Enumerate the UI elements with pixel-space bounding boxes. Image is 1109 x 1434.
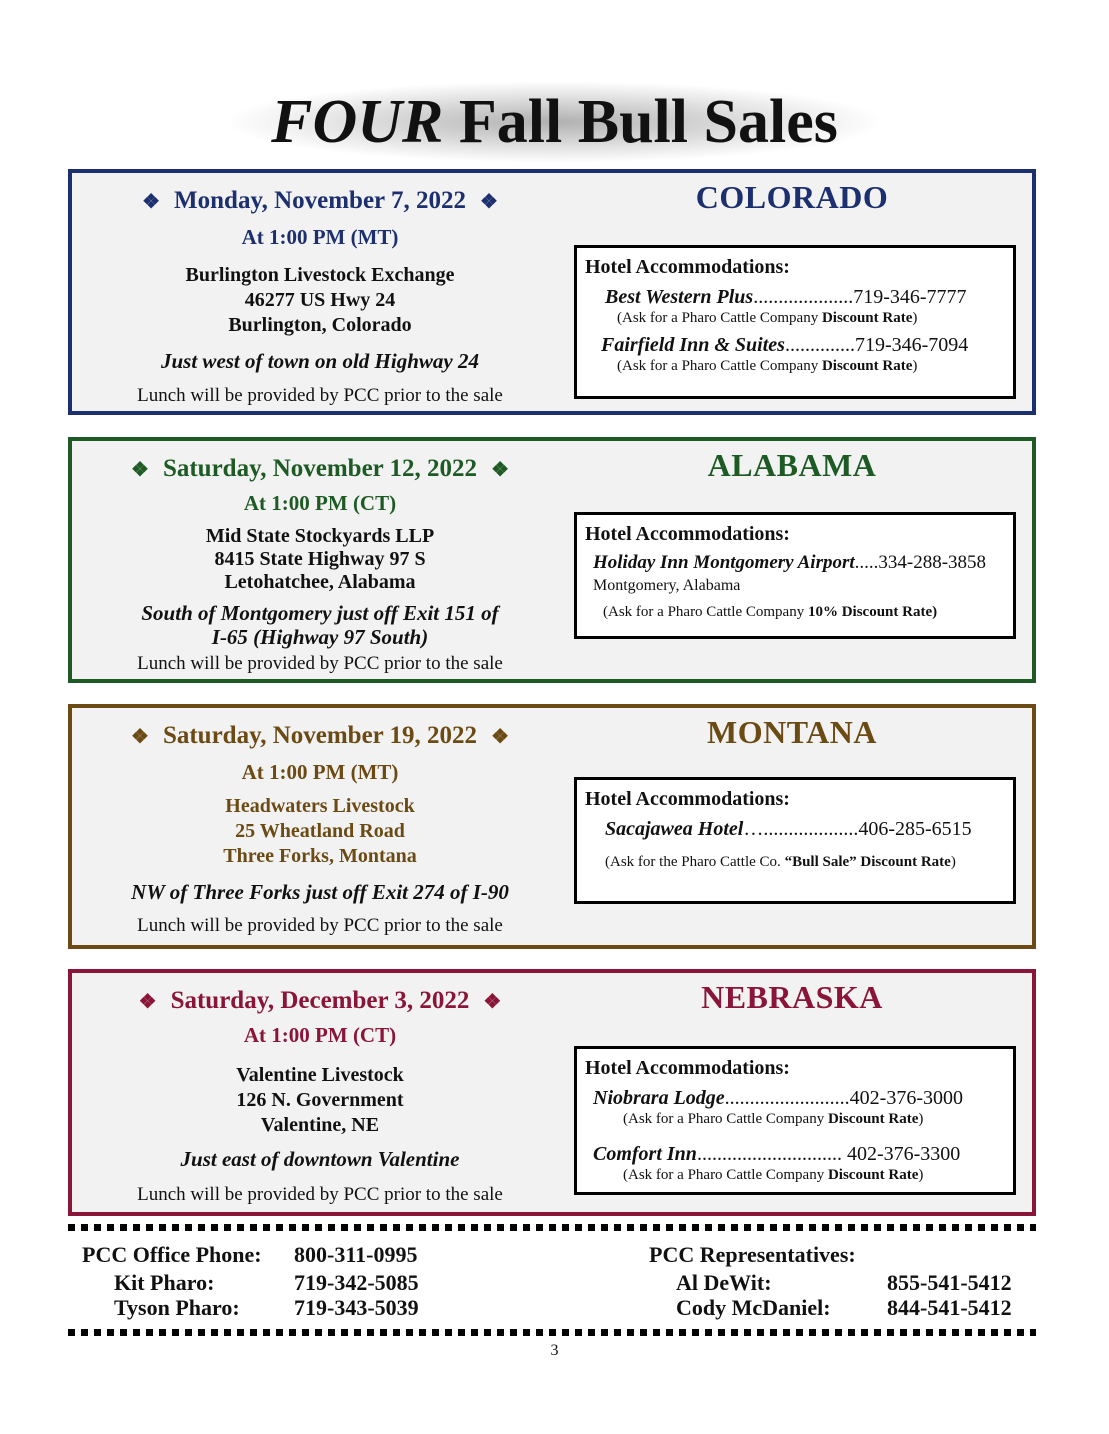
sale-date: ❖ Monday, November 7, 2022 ❖ — [72, 187, 568, 215]
hotel-note: (Ask for a Pharo Cattle Company Discount Rate) — [617, 358, 918, 374]
title-glow — [231, 82, 878, 162]
hotel-box — [574, 1046, 1016, 1195]
dotted-divider-bottom — [68, 1329, 1036, 1336]
sale-directions: NW of Three Forks just off Exit 274 of I-90 — [131, 880, 509, 904]
hotel-city: Montgomery, Alabama — [593, 577, 741, 594]
diamond-icon: ❖ — [142, 191, 161, 213]
diamond-icon: ❖ — [483, 991, 502, 1013]
hotel-box — [574, 777, 1016, 904]
state-heading: NEBRASKA — [701, 979, 883, 1015]
sale-venue: Mid State Stockyards LLP 8415 State Highway 97 S Letohatchee, Alabama — [205, 525, 435, 593]
state-heading: MONTANA — [707, 714, 877, 750]
hotel-line: Comfort Inn............................. 402-376-3300 — [593, 1143, 961, 1165]
hotel-note: (Ask for the Pharo Cattle Co. “Bull Sale” Discount Rate) — [605, 854, 956, 870]
al-dewit-label: Al DeWit: — [676, 1270, 772, 1295]
hotel-note: (Ask for a Pharo Cattle Company Discount Rate) — [623, 1111, 924, 1127]
diamond-icon: ❖ — [138, 991, 157, 1013]
hotel-note: (Ask for a Pharo Cattle Company 10% Discount Rate) — [603, 604, 938, 620]
hotel-box — [574, 512, 1016, 639]
sale-venue: Burlington Livestock Exchange 46277 US Hwy 24 Burlington, Colorado — [185, 264, 455, 336]
tyson-pharo-label: Tyson Pharo: — [114, 1295, 240, 1320]
sale-directions: South of Montgomery just off Exit 151 of I-65 (Highway 97 South) — [141, 601, 499, 649]
sale-time: At 1:00 PM (MT) — [241, 760, 399, 784]
hotel-line: Fairfield Inn & Suites..............719-346-7094 — [601, 334, 969, 356]
sale-date: ❖ Saturday, December 3, 2022 ❖ — [72, 987, 568, 1015]
hotel-box-title: Hotel Accommodations: — [585, 256, 790, 278]
page-number: 3 — [550, 1342, 559, 1359]
state-heading: COLORADO — [695, 179, 889, 215]
cody-mcdaniel-label: Cody McDaniel: — [676, 1295, 831, 1320]
sale-time: At 1:00 PM (MT) — [241, 225, 399, 249]
hotel-box-title: Hotel Accommodations: — [585, 523, 790, 545]
sale-lunch-note: Lunch will be provided by PCC prior to the sale — [137, 653, 503, 674]
office-phone: 800-311-0995 — [294, 1242, 418, 1267]
state-heading: ALABAMA — [707, 447, 877, 483]
hotel-line: Sacajawea Hotel…...................406-285-6515 — [605, 818, 972, 840]
title-rest: Fall Bull Sales — [443, 88, 838, 156]
sale-lunch-note: Lunch will be provided by PCC prior to the sale — [137, 385, 503, 406]
sale-colorado — [68, 169, 1036, 415]
page-title — [0, 82, 1109, 162]
hotel-line: Best Western Plus....................719-346-7777 — [605, 286, 967, 308]
sale-time: At 1:00 PM (CT) — [243, 1023, 397, 1047]
hotel-line: Holiday Inn Montgomery Airport.....334-288-3858 — [593, 552, 987, 573]
diamond-icon: ❖ — [131, 726, 149, 748]
diamond-icon: ❖ — [479, 191, 498, 213]
sale-venue: Headwaters Livestock 25 Wheatland Road Three Forks, Montana — [223, 795, 417, 867]
diamond-icon: ❖ — [491, 726, 509, 748]
sale-venue: Valentine Livestock 126 N. Government Valentine, NE — [236, 1064, 404, 1136]
al-dewit-phone: 855-541-5412 — [887, 1270, 1012, 1295]
cody-mcdaniel-phone: 844-541-5412 — [887, 1295, 1012, 1320]
sale-directions: Just east of downtown Valentine — [180, 1147, 460, 1171]
sale-directions: Just west of town on old Highway 24 — [161, 349, 479, 373]
diamond-icon: ❖ — [491, 459, 509, 481]
sale-date: ❖ Saturday, November 19, 2022 ❖ — [72, 722, 568, 750]
kit-pharo-label: Kit Pharo: — [114, 1270, 215, 1295]
hotel-line: Niobrara Lodge.........................402-376-3000 — [593, 1087, 963, 1109]
sale-lunch-note: Lunch will be provided by PCC prior to the sale — [137, 1184, 503, 1205]
hotel-note: (Ask for a Pharo Cattle Company Discount Rate) — [623, 1167, 924, 1183]
sale-montana — [68, 704, 1036, 949]
diamond-icon: ❖ — [131, 459, 149, 481]
kit-pharo-phone: 719-342-5085 — [294, 1270, 419, 1295]
reps-label: PCC Representatives: — [649, 1242, 856, 1267]
hotel-box — [574, 245, 1016, 399]
hotel-box-title: Hotel Accommodations: — [585, 788, 790, 810]
sale-nebraska — [68, 969, 1036, 1216]
sale-date: ❖ Saturday, November 12, 2022 ❖ — [72, 455, 568, 483]
tyson-pharo-phone: 719-343-5039 — [294, 1295, 419, 1320]
office-phone-label: PCC Office Phone: — [82, 1242, 262, 1267]
sale-time: At 1:00 PM (CT) — [243, 491, 397, 515]
hotel-box-title: Hotel Accommodations: — [585, 1057, 790, 1079]
dotted-divider-top — [68, 1224, 1036, 1231]
hotel-note: (Ask for a Pharo Cattle Company Discount Rate) — [617, 310, 918, 326]
title-italic: FOUR — [271, 88, 444, 156]
sale-lunch-note: Lunch will be provided by PCC prior to the sale — [137, 915, 503, 936]
sale-alabama — [68, 437, 1036, 683]
